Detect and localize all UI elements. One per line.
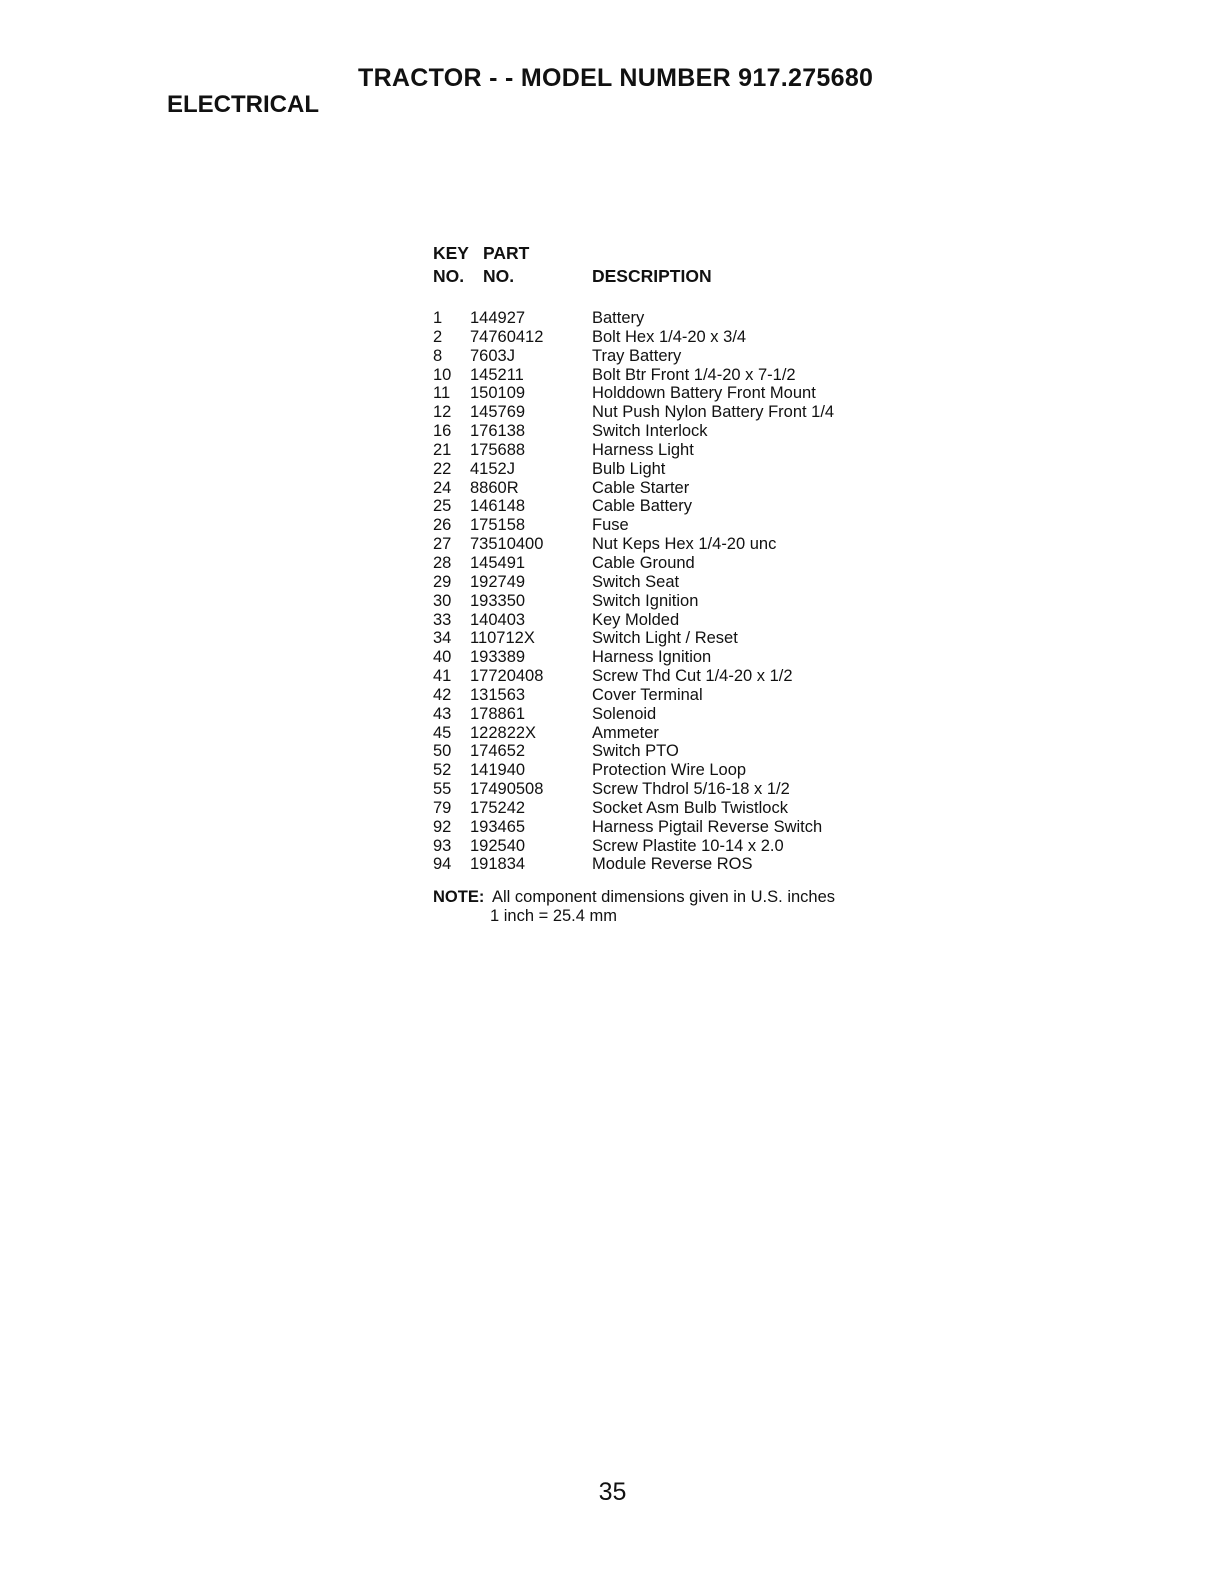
- key-no-cell: 25: [433, 497, 452, 516]
- part-no-cell: 175688: [470, 440, 526, 459]
- key-no-cell: 55: [433, 780, 452, 799]
- part-no-cell: 191834: [470, 855, 526, 874]
- page-title: TRACTOR - - MODEL NUMBER 917.275680: [358, 64, 874, 92]
- description-cell: Holddown Battery Front Mount: [592, 384, 816, 403]
- description-cell: Cover Terminal: [592, 685, 703, 704]
- description-cell: Bolt Hex 1/4-20 x 3/4: [592, 327, 747, 346]
- part-no-cell: 192749: [470, 572, 526, 591]
- key-no-cell: 28: [433, 553, 452, 572]
- part-no-cell: 17720408: [470, 667, 544, 686]
- key-no-cell: 33: [433, 610, 452, 629]
- key-no-cell: 21: [433, 440, 452, 459]
- part-no-cell: 141940: [470, 761, 526, 780]
- description-cell: Switch PTO: [592, 742, 679, 761]
- part-no-cell: 7603J: [470, 346, 515, 365]
- key-no-cell: 40: [433, 648, 452, 667]
- part-no-cell: 74760412: [470, 327, 544, 346]
- key-no-cell: 8: [433, 346, 443, 365]
- description-cell: Nut Keps Hex 1/4-20 unc: [592, 535, 777, 554]
- key-no-cell: 34: [433, 629, 452, 648]
- key-no-cell: 24: [433, 478, 452, 497]
- key-no-cell: 11: [433, 384, 451, 403]
- key-no-cell: 30: [433, 591, 452, 610]
- part-no-cell: 145769: [470, 403, 526, 422]
- part-no-cell: 193350: [470, 591, 526, 610]
- key-no-cell: 27: [433, 535, 452, 554]
- key-no-cell: 26: [433, 516, 452, 535]
- description-cell: Screw Thd Cut 1/4-20 x 1/2: [592, 667, 793, 686]
- note-text: All component dimensions given in U.S. inches: [492, 888, 836, 907]
- description-cell: Bolt Btr Front 1/4-20 x 7-1/2: [592, 365, 796, 384]
- description-cell: Solenoid: [592, 704, 657, 723]
- description-header: DESCRIPTION: [592, 266, 712, 286]
- part-no-cell: 4152J: [470, 459, 515, 478]
- description-cell: Key Molded: [592, 610, 680, 629]
- description-cell: Screw Thdrol 5/16-18 x 1/2: [592, 780, 790, 799]
- key-no-cell: 12: [433, 403, 452, 422]
- description-cell: Harness Light: [592, 440, 694, 459]
- key-no-cell: 93: [433, 836, 452, 855]
- description-cell: Fuse: [592, 516, 629, 535]
- description-cell: Harness Ignition: [592, 648, 712, 667]
- description-cell: Battery: [592, 309, 645, 327]
- part-no-cell: 145211: [470, 365, 524, 384]
- part-no-cell: 176138: [470, 422, 526, 441]
- description-cell: Socket Asm Bulb Twistlock: [592, 798, 788, 817]
- part-no-header-line2: NO.: [483, 266, 515, 286]
- description-cell: Nut Push Nylon Battery Front 1/4: [592, 403, 835, 422]
- part-no-cell: 131563: [470, 685, 526, 704]
- key-no-cell: 2: [433, 327, 443, 346]
- description-cell: Switch Ignition: [592, 591, 699, 610]
- description-cell: Protection Wire Loop: [592, 761, 747, 780]
- part-no-cell: 144927: [470, 309, 526, 327]
- key-no-cell: 43: [433, 704, 452, 723]
- part-no-cell: 8860R: [470, 478, 519, 497]
- key-no-cell: 92: [433, 817, 452, 836]
- key-no-header-line1: KEY: [433, 243, 469, 263]
- part-no-cell: 110712X: [470, 629, 535, 648]
- key-no-cell: 52: [433, 761, 452, 780]
- key-no-cell: 1: [433, 309, 443, 327]
- description-cell: Cable Ground: [592, 553, 695, 572]
- part-no-cell: 17490508: [470, 780, 544, 799]
- key-no-cell: 10: [433, 365, 452, 384]
- key-no-cell: 50: [433, 742, 452, 761]
- description-cell: Switch Interlock: [592, 422, 708, 441]
- part-no-cell: 122822X: [470, 723, 537, 742]
- part-no-cell: 175242: [470, 798, 526, 817]
- part-no-cell: 192540: [470, 836, 526, 855]
- part-no-cell: 193389: [470, 648, 526, 667]
- part-no-cell: 140403: [470, 610, 526, 629]
- part-no-cell: 193465: [470, 817, 526, 836]
- part-no-header-line1: PART: [483, 243, 530, 263]
- description-cell: Tray Battery: [592, 346, 682, 365]
- part-no-cell: 73510400: [470, 535, 544, 554]
- description-cell: Harness Pigtail Reverse Switch: [592, 817, 823, 836]
- page-number: 35: [598, 1478, 627, 1506]
- key-no-cell: 22: [433, 459, 452, 478]
- part-no-cell: 175158: [470, 516, 526, 535]
- part-no-cell: 150109: [470, 384, 526, 403]
- key-no-header-line2: NO.: [433, 266, 465, 286]
- description-cell: Module Reverse ROS: [592, 855, 753, 874]
- key-no-cell: 79: [433, 798, 452, 817]
- key-no-cell: 94: [433, 855, 452, 874]
- description-cell: Switch Light / Reset: [592, 629, 738, 648]
- description-cell: Ammeter: [592, 723, 659, 742]
- description-cell: Cable Battery: [592, 497, 692, 516]
- key-no-cell: 45: [433, 723, 452, 742]
- section-heading: ELECTRICAL: [167, 91, 319, 118]
- description-cell: Switch Seat: [592, 572, 680, 591]
- key-no-cell: 41: [433, 667, 452, 686]
- key-no-cell: 29: [433, 572, 452, 591]
- note-conversion: 1 inch = 25.4 mm: [490, 907, 618, 926]
- part-no-cell: 145491: [470, 553, 526, 572]
- key-no-cell: 16: [433, 422, 452, 441]
- description-cell: Cable Starter: [592, 478, 690, 497]
- note-label: NOTE:: [433, 888, 485, 907]
- part-no-cell: 146148: [470, 497, 526, 516]
- part-no-cell: 174652: [470, 742, 526, 761]
- description-cell: Bulb Light: [592, 459, 666, 478]
- key-no-cell: 42: [433, 685, 452, 704]
- part-no-cell: 178861: [470, 704, 526, 723]
- description-cell: Screw Plastite 10-14 x 2.0: [592, 836, 784, 855]
